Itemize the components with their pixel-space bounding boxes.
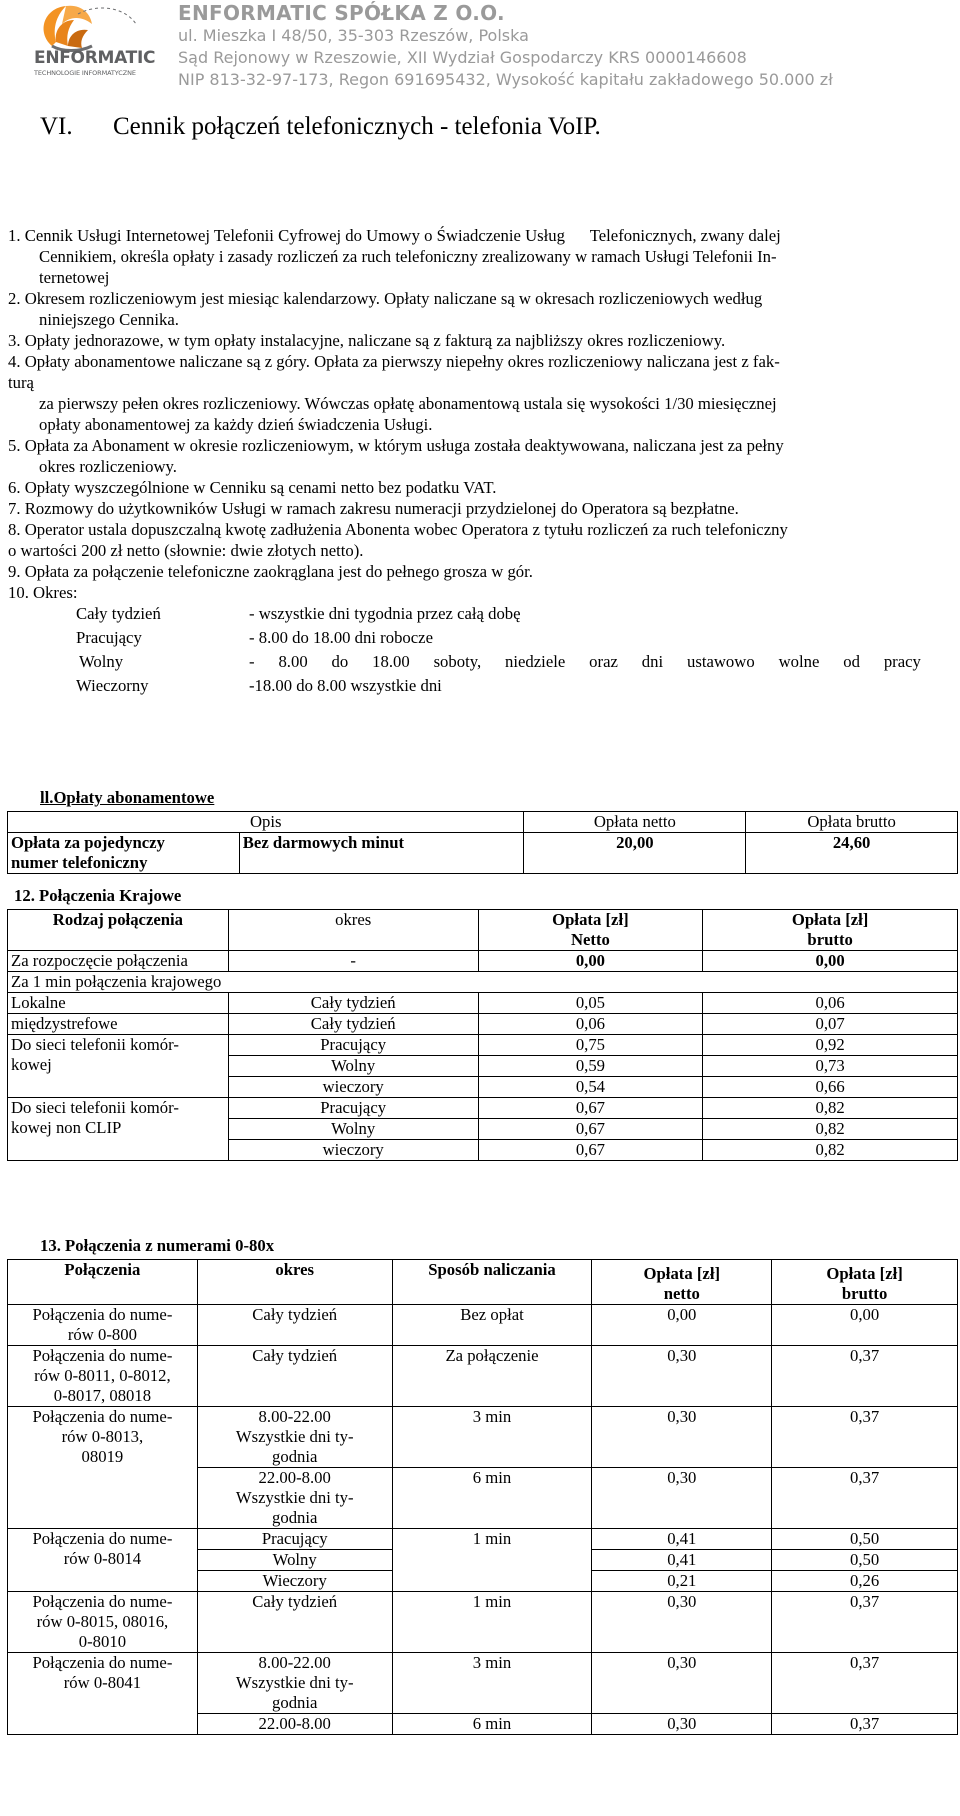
row-label-line: rów 0-8014 bbox=[63, 1549, 142, 1568]
row-okres-line: Wszystkie dni ty- bbox=[235, 1488, 354, 1507]
col-header-okres: okres bbox=[228, 910, 478, 931]
period-row bbox=[76, 627, 929, 651]
row-okres: Pracujący bbox=[228, 1098, 478, 1119]
row-label bbox=[8, 1592, 198, 1653]
header-spacer bbox=[228, 930, 478, 951]
row-label-line: kowej non CLIP bbox=[11, 1118, 122, 1137]
table-row bbox=[8, 993, 958, 1014]
rule-4-line-2: turą bbox=[8, 373, 34, 392]
row-sposob: Bez opłat bbox=[392, 1305, 592, 1346]
header-spacer bbox=[197, 1284, 392, 1305]
row-okres: - bbox=[228, 951, 478, 972]
section-title bbox=[40, 112, 601, 142]
row-label: Lokalne bbox=[8, 993, 229, 1014]
row-label-line: rów 0-8041 bbox=[63, 1673, 142, 1692]
logo-subtext: TECHNOLOGIE INFORMATYCZNE bbox=[34, 69, 136, 77]
table-row bbox=[8, 1346, 958, 1407]
row-okres-line: 22.00-8.00 bbox=[258, 1468, 331, 1487]
word: - bbox=[249, 652, 255, 671]
netto-value: 0,30 bbox=[592, 1592, 772, 1653]
brutto-value: 0,73 bbox=[703, 1056, 958, 1077]
brutto-value: 0,37 bbox=[772, 1407, 958, 1468]
col-header-oplata-netto: Opłata [zł] bbox=[592, 1260, 772, 1285]
row-label bbox=[8, 1098, 229, 1161]
brutto-value: 0,37 bbox=[772, 1346, 958, 1407]
row-okres-line: 8.00-22.00 bbox=[258, 1653, 331, 1672]
word: wolne bbox=[778, 652, 820, 671]
row-okres: 22.00-8.00 bbox=[197, 1714, 392, 1735]
col-header-oplata-brutto: Opłata [zł] bbox=[703, 910, 958, 931]
brutto-value: 0,06 bbox=[703, 993, 958, 1014]
netto-value: 0,41 bbox=[592, 1529, 772, 1550]
netto-value: 0,06 bbox=[478, 1014, 703, 1035]
period-definitions bbox=[76, 603, 929, 699]
row-label-line: Połączenia do nume- bbox=[32, 1529, 173, 1548]
0-80x-calls-title: 13. Połączenia z numerami 0-80x bbox=[40, 1236, 275, 1255]
rule-2-line-2: niniejszego Cennika. bbox=[39, 310, 179, 329]
header-spacer bbox=[8, 1284, 198, 1305]
word: niedziele bbox=[505, 652, 566, 671]
row-okres: Cały tydzień bbox=[228, 993, 478, 1014]
col-header-rodzaj: Rodzaj połączenia bbox=[8, 910, 229, 931]
row-label-line: Do sieci telefonii komór- bbox=[11, 1098, 179, 1117]
brutto-value: 0,50 bbox=[772, 1550, 958, 1571]
table-row bbox=[8, 1592, 958, 1653]
rule-3: 3. Opłaty jednorazowe, w tym opłaty instalacyjne, naliczane są z fakturą za najbliższy okres rozliczeniowy. bbox=[8, 331, 726, 350]
row-label bbox=[8, 833, 240, 874]
netto-value: 0,30 bbox=[592, 1714, 772, 1735]
col-header-brutto: brutto bbox=[772, 1284, 958, 1305]
row-okres-line: Wszystkie dni ty- bbox=[235, 1673, 354, 1692]
word: do bbox=[331, 652, 349, 671]
table-header-row bbox=[8, 930, 958, 951]
0-80x-calls-table bbox=[7, 1259, 958, 1735]
row-sposob: 6 min bbox=[392, 1468, 592, 1529]
netto-value: 0,67 bbox=[478, 1119, 703, 1140]
row-okres-line: godnia bbox=[272, 1693, 318, 1712]
brutto-value: 0,00 bbox=[703, 951, 958, 972]
row-okres: Cały tydzień bbox=[197, 1305, 392, 1346]
word: od bbox=[843, 652, 860, 671]
row-okres: Cały tydzień bbox=[197, 1346, 392, 1407]
brutto-value: 0,82 bbox=[703, 1119, 958, 1140]
logo-text: ENFORMATIC bbox=[34, 48, 156, 68]
period-row bbox=[76, 675, 929, 699]
rule-1-line-2: Cennikiem, określa opłaty i zasady rozliczeń za ruch telefoniczny zrealizowany w ramach Usługi Telefonii In- bbox=[39, 247, 777, 266]
period-label: Cały tydzień bbox=[76, 604, 161, 623]
rule-10: 10. Okres: bbox=[8, 583, 78, 602]
company-logo bbox=[32, 2, 156, 97]
brutto-value: 0,66 bbox=[703, 1077, 958, 1098]
rule-8-line-1: 8. Operator ustala dopuszczalną kwotę zadłużenia Abonenta wobec Operatora z tytułu rozliczeń za ruch telefoniczny bbox=[8, 520, 788, 539]
period-label: Wolny bbox=[79, 652, 124, 671]
col-header-oplata-netto: Opłata [zł] bbox=[478, 910, 703, 931]
row-sposob: 3 min bbox=[392, 1653, 592, 1714]
company-info bbox=[178, 2, 938, 91]
brutto-value: 0,00 bbox=[772, 1305, 958, 1346]
row-label-line: numer telefoniczny bbox=[11, 853, 148, 872]
row-okres-line: 8.00-22.00 bbox=[258, 1407, 331, 1426]
col-header-netto: Opłata netto bbox=[524, 812, 746, 833]
row-okres bbox=[197, 1653, 392, 1714]
row-label-line: rów 0-8013, bbox=[61, 1427, 144, 1446]
brutto-value: 0,37 bbox=[772, 1714, 958, 1735]
brutto-value: 0,92 bbox=[703, 1035, 958, 1056]
section-number: VI. bbox=[40, 113, 73, 140]
table-row bbox=[8, 1407, 958, 1468]
domestic-calls-title: 12. Połączenia Krajowe bbox=[14, 886, 182, 905]
subscription-fees-table bbox=[7, 811, 958, 874]
rule-2-line-1: 2. Okresem rozliczeniowym jest miesiąc kalendarzowy. Opłaty naliczane są w okresach rozliczeniowych według bbox=[8, 289, 763, 308]
col-header-netto: netto bbox=[592, 1284, 772, 1305]
rule-5-line-1: 5. Opłata za Abonament w okresie rozliczeniowym, w którym usługa została deaktywowana, naliczana jest za pełny bbox=[8, 436, 784, 455]
row-label-line: rów 0-8015, 08016, bbox=[36, 1612, 169, 1631]
row-label bbox=[8, 1653, 198, 1735]
col-header-okres: okres bbox=[197, 1260, 392, 1285]
row-okres-line: godnia bbox=[272, 1508, 318, 1527]
period-label: Pracujący bbox=[76, 628, 142, 647]
word: dni bbox=[641, 652, 664, 671]
row-sposob: 6 min bbox=[392, 1714, 592, 1735]
row-label-line: Połączenia do nume- bbox=[32, 1653, 173, 1672]
col-header-brutto: brutto bbox=[703, 930, 958, 951]
row-label-line: Połączenia do nume- bbox=[32, 1346, 173, 1365]
rule-6: 6. Opłaty wyszczególnione w Cenniku są cenami netto bez podatku VAT. bbox=[8, 478, 497, 497]
brutto-value: 0,37 bbox=[772, 1468, 958, 1529]
table-row bbox=[8, 951, 958, 972]
netto-value: 0,30 bbox=[592, 1468, 772, 1529]
col-header-opis: Opis bbox=[8, 812, 524, 833]
rule-1-line-1: 1. Cennik Usługi Internetowej Telefonii Cyfrowej do Umowy o Świadczenie Usług Telefonicznych, zwany dalej bbox=[8, 226, 781, 245]
pricing-rules bbox=[8, 225, 958, 699]
row-okres: Wolny bbox=[228, 1119, 478, 1140]
row-label: międzystrefowe bbox=[8, 1014, 229, 1035]
row-okres bbox=[197, 1468, 392, 1529]
table-row bbox=[8, 1529, 958, 1550]
rule-8-line-2: o wartości 200 zł netto (słownie: dwie złotych netto). bbox=[8, 541, 364, 560]
row-sposob: 1 min bbox=[392, 1592, 592, 1653]
row-okres: Wolny bbox=[197, 1550, 392, 1571]
word: soboty, bbox=[433, 652, 482, 671]
netto-value: 0,30 bbox=[592, 1407, 772, 1468]
row-sposob: Za połączenie bbox=[392, 1346, 592, 1407]
netto-value: 0,54 bbox=[478, 1077, 703, 1098]
netto-value: 0,05 bbox=[478, 993, 703, 1014]
row-label-line: rów 0-8011, 0-8012, bbox=[34, 1366, 171, 1385]
header-spacer bbox=[8, 930, 229, 951]
company-ids: NIP 813-32-97-173, Regon 691695432, Wysokość kapitału zakładowego 50.000 zł bbox=[178, 70, 833, 89]
col-header-brutto: Opłata brutto bbox=[746, 812, 958, 833]
brutto-value: 0,50 bbox=[772, 1529, 958, 1550]
word: ustawowo bbox=[687, 652, 755, 671]
domestic-calls-table bbox=[7, 909, 958, 1161]
brutto-value: 0,82 bbox=[703, 1098, 958, 1119]
row-label-line: Do sieci telefonii komór- bbox=[11, 1035, 179, 1054]
period-row bbox=[76, 651, 929, 675]
rule-5-line-2: okres rozliczeniowy. bbox=[39, 457, 177, 476]
word: oraz bbox=[589, 652, 618, 671]
row-okres: Wieczory bbox=[197, 1571, 392, 1592]
row-okres: Cały tydzień bbox=[197, 1592, 392, 1653]
table-row bbox=[8, 1098, 958, 1119]
row-label-line: rów 0-800 bbox=[67, 1325, 137, 1344]
col-header-netto: Netto bbox=[478, 930, 703, 951]
table-row bbox=[8, 1305, 958, 1346]
period-desc: -18.00 do 8.00 wszystkie dni bbox=[249, 676, 442, 695]
row-label-line: kowej bbox=[11, 1055, 52, 1074]
row-label bbox=[8, 1407, 198, 1529]
row-okres: Pracujący bbox=[197, 1529, 392, 1550]
brutto-value: 0,37 bbox=[772, 1592, 958, 1653]
row-okres: Pracujący bbox=[228, 1035, 478, 1056]
row-label bbox=[8, 1305, 198, 1346]
netto-value: 0,67 bbox=[478, 1098, 703, 1119]
row-label-line: Połączenia do nume- bbox=[32, 1305, 173, 1324]
netto-value: 0,00 bbox=[478, 951, 703, 972]
company-court: Sąd Rejonowy w Rzeszowie, XII Wydział Gospodarczy KRS 0000146608 bbox=[178, 48, 747, 67]
brutto-value: 0,07 bbox=[703, 1014, 958, 1035]
table-row bbox=[8, 833, 958, 874]
table-header-row bbox=[8, 1284, 958, 1305]
period-desc: - 8.00 do 18.00 dni robocze bbox=[249, 628, 433, 647]
netto-value: 0,30 bbox=[592, 1653, 772, 1714]
row-label bbox=[8, 1035, 229, 1098]
row-okres: wieczory bbox=[228, 1077, 478, 1098]
table-row bbox=[8, 1014, 958, 1035]
table-row bbox=[8, 1653, 958, 1714]
row-okres bbox=[197, 1407, 392, 1468]
netto-value: 0,67 bbox=[478, 1140, 703, 1161]
row-group-label: Za 1 min połączenia krajowego bbox=[8, 972, 958, 993]
header-spacer bbox=[392, 1284, 592, 1305]
netto-value: 20,00 bbox=[524, 833, 746, 874]
netto-value: 0,21 bbox=[592, 1571, 772, 1592]
col-header-polaczenia: Połączenia bbox=[8, 1260, 198, 1285]
row-label-line: 0-8010 bbox=[78, 1632, 127, 1651]
row-label-line: Opłata za pojedynczy bbox=[11, 833, 165, 852]
netto-value: 0,30 bbox=[592, 1346, 772, 1407]
period-desc: - wszystkie dni tygodnia przez całą dobę bbox=[249, 604, 521, 623]
netto-value: 0,59 bbox=[478, 1056, 703, 1077]
rule-4-line-3: za pierwszy pełen okres rozliczeniowy. Wówczas opłatę abonamentową ustala się wysokości 1/30 miesięcznej bbox=[39, 394, 777, 413]
table-header-row bbox=[8, 1260, 958, 1285]
table-header-row bbox=[8, 812, 958, 833]
row-label-line: Połączenia do nume- bbox=[32, 1592, 173, 1611]
brutto-value: 0,82 bbox=[703, 1140, 958, 1161]
row-label: Za rozpoczęcie połączenia bbox=[8, 951, 229, 972]
netto-value: 0,75 bbox=[478, 1035, 703, 1056]
row-okres: Cały tydzień bbox=[228, 1014, 478, 1035]
company-address: ul. Mieszka I 48/50, 35-303 Rzeszów, Polska bbox=[178, 26, 529, 45]
col-header-sposob: Sposób naliczania bbox=[392, 1260, 592, 1285]
brutto-value: 0,37 bbox=[772, 1653, 958, 1714]
row-label-line: 08019 bbox=[81, 1447, 124, 1466]
row-desc: Bez darmowych minut bbox=[239, 833, 524, 874]
section-title-text: Cennik połączeń telefonicznych - telefonia VoIP. bbox=[113, 113, 601, 140]
netto-value: 0,00 bbox=[592, 1305, 772, 1346]
row-label bbox=[8, 1346, 198, 1407]
table-row bbox=[8, 1035, 958, 1056]
netto-value: 0,41 bbox=[592, 1550, 772, 1571]
rule-4-line-1: 4. Opłaty abonamentowe naliczane są z góry. Opłata za pierwszy niepełny okres rozliczeniowy naliczana jest z fak- bbox=[8, 352, 780, 371]
row-okres: wieczory bbox=[228, 1140, 478, 1161]
period-label: Wieczorny bbox=[76, 676, 149, 695]
row-okres-line: godnia bbox=[272, 1447, 318, 1466]
row-label bbox=[8, 1529, 198, 1592]
rule-1-line-3: ternetowej bbox=[39, 268, 110, 287]
table-row bbox=[8, 972, 958, 993]
col-header-oplata-brutto: Opłata [zł] bbox=[772, 1260, 958, 1285]
rule-7: 7. Rozmowy do użytkowników Usługi w ramach zakresu numeracji przydzielonej do Operatora są bezpłatne. bbox=[8, 499, 739, 518]
period-desc bbox=[249, 651, 929, 675]
row-sposob: 3 min bbox=[392, 1407, 592, 1468]
company-name: ENFORMATIC SPÓŁKA Z O.O. bbox=[178, 1, 505, 25]
rule-4-line-4: opłaty abonamentowej za każdy dzień świadczenia Usługi. bbox=[39, 415, 433, 434]
row-sposob: 1 min bbox=[392, 1529, 592, 1592]
word: 18.00 bbox=[372, 652, 410, 671]
word: 8.00 bbox=[278, 652, 308, 671]
rule-9: 9. Opłata za połączenie telefoniczne zaokrąglana jest do pełnego grosza w gór. bbox=[8, 562, 533, 581]
brutto-value: 0,26 bbox=[772, 1571, 958, 1592]
word: pracy bbox=[883, 652, 921, 671]
row-label-line: Połączenia do nume- bbox=[32, 1407, 173, 1426]
row-okres-line: Wszystkie dni ty- bbox=[235, 1427, 354, 1446]
period-row bbox=[76, 603, 929, 627]
table-header-row bbox=[8, 910, 958, 931]
row-label-line: 0-8017, 08018 bbox=[53, 1386, 152, 1405]
brutto-value: 24,60 bbox=[746, 833, 958, 874]
row-okres: Wolny bbox=[228, 1056, 478, 1077]
subscription-fees-title: ll.Opłaty abonamentowe bbox=[40, 788, 215, 807]
